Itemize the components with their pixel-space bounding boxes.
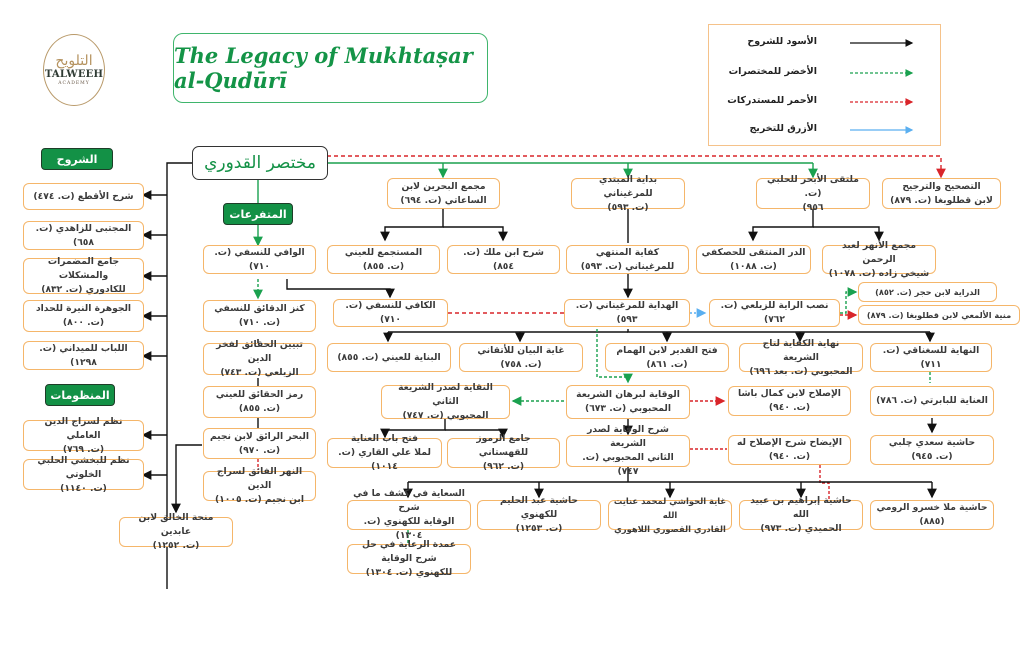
node-tabyin-haqaiq[interactable]	[203, 339, 316, 378]
node-bidayat-mubtadi[interactable]	[571, 173, 685, 213]
node-text: البحر الرائق لابن نجيم	[209, 430, 310, 442]
node-islah[interactable]	[728, 386, 851, 416]
node-text: حاشية سعدي چلبي	[888, 437, 976, 448]
node-kifayat-muntahi[interactable]	[566, 245, 689, 274]
node-nahr-faiq[interactable]	[203, 466, 316, 505]
node-text: نهاية الكفاية لتاج الشريعة	[762, 337, 840, 363]
node-text: (ت. ٨٥٥)	[238, 403, 281, 414]
node-majma-bahrayn[interactable]	[387, 178, 500, 209]
talweeh-logo	[43, 34, 105, 106]
node-text: تبيين الحقائق لفخر الدين	[216, 339, 303, 364]
node-hashiyat-humaydi[interactable]	[739, 495, 863, 534]
node-text: غاية الحواشي لمحمد عنايت الله	[613, 496, 727, 520]
node-text: ابن نجيم (ت. ١٠٠٥)	[214, 494, 305, 505]
node-text: المستجمع للعيني	[344, 246, 423, 258]
node-hashiyat-abd-halim[interactable]	[477, 495, 601, 534]
node-text: المجتبى للزاهدي (ت. ٦٥٨)	[35, 222, 132, 248]
node-text: (ت. ٨٦١)	[646, 358, 688, 370]
node-umdat-riaya[interactable]	[347, 539, 471, 578]
node-jami-rumuz[interactable]	[447, 433, 560, 472]
node-text: البناية للعيني (ت. ٨٥٥)	[337, 351, 441, 363]
node-text: القادري القصوري اللاهوري	[614, 524, 726, 534]
node-text: (ت. ٧٦٩)	[62, 443, 105, 455]
node-text: المحبوبي (ت. ٧٤٧)	[402, 410, 489, 421]
node-text: ٩٥٦)	[802, 201, 824, 213]
node-text: عمدة الرعاية في حل شرح الوقاية	[362, 539, 456, 564]
node-text: جامع الرموز للقهستاني	[476, 433, 531, 458]
node-text: لملا علي القاري (ت. ١٠١٤)	[338, 447, 431, 472]
node-text: اللباب للميداني (ت. ١٢٩٨)	[39, 342, 128, 368]
node-text: الدراية لابن حجر (ت. ٨٥٢)	[875, 287, 980, 297]
node-text: العناية للبابرتي (ت. ٧٨٦)	[876, 395, 988, 406]
section-label-shuruh: الشروح	[41, 148, 113, 170]
node-text: (ت. ٩٤٠)	[768, 451, 811, 462]
node-nazm-bakhshi[interactable]	[23, 454, 144, 494]
node-text: (ت. ٩٤٥)	[911, 451, 953, 462]
node-text: (ت. ١٢٥٣)	[515, 523, 563, 534]
node-text: كفاية المنتهي	[595, 246, 660, 258]
node-kanz-daqaiq[interactable]	[203, 300, 316, 332]
node-text: شرح ابن ملك (ت. ٨٥٤)	[463, 246, 544, 272]
legend-green: الأخضر للمختصرات	[728, 66, 817, 77]
node-text: (ت. ٩٧٠)	[238, 444, 281, 456]
node-text: غاية البيان للأتقاني	[477, 344, 565, 356]
logo-arabic: التلويح	[55, 53, 93, 69]
node-text: الزيلعي (ت. ٧٤٣)	[220, 367, 299, 378]
node-multaqa-abhur[interactable]	[756, 173, 870, 213]
node-siaya[interactable]	[347, 488, 471, 541]
node-text: (ت. ٨٠٠)	[62, 317, 105, 328]
node-hidaya[interactable]	[564, 299, 690, 327]
node-ramz-haqaiq[interactable]	[203, 386, 316, 418]
node-text: فتح باب العناية	[351, 433, 418, 444]
node-text: (ت. ٩٤٠)	[768, 402, 811, 413]
node-text: (ت. ٨٥٥)	[362, 260, 405, 272]
node-text: المحبوبي (ت. بعد ٦٩٦)	[749, 365, 853, 377]
root-node-mukhtasar-quduri[interactable]: مختصر القدوري	[192, 146, 328, 180]
node-nihayat-kifaya[interactable]	[739, 337, 863, 377]
node-text: الحميدي (ت. ٩٧٣)	[760, 523, 842, 534]
node-text: للمرغيناني (ت. ٥٩٣)	[580, 260, 675, 272]
node-mujtaba[interactable]	[23, 221, 144, 250]
node-inaya[interactable]	[870, 386, 994, 416]
node-minhat-khaliq[interactable]	[119, 512, 233, 551]
legend-black: الأسود للشروح	[747, 36, 817, 47]
node-text: (ت. ١٠٨٨)	[730, 260, 777, 272]
node-text: (٨٨٥)	[919, 516, 945, 527]
logo-name: TALWEEH	[44, 69, 104, 80]
node-nuqaya[interactable]	[381, 382, 510, 421]
node-wiqaya[interactable]	[566, 385, 690, 419]
node-sharh-aqta[interactable]	[23, 183, 144, 210]
node-text: مجمع الأنهر لعبد الرحمن	[841, 239, 917, 265]
node-text: للكهنوي (ت. ١٣٠٤)	[365, 567, 453, 578]
node-text: الوقاية للكهنوي (ت. ١٣٠٤)	[363, 516, 455, 541]
node-wafi[interactable]	[203, 245, 316, 274]
node-text: مجمع البحرين لابن	[401, 180, 486, 192]
node-text: حاشية إبراهيم بن عبيد الله	[750, 495, 852, 520]
node-durr-muntaqa[interactable]	[696, 245, 811, 274]
node-text: منحة الخالق لابن عابدين	[138, 512, 214, 537]
node-text: (ت. ٥٩٣)	[607, 201, 649, 213]
node-jawhara-nayyira[interactable]	[23, 300, 144, 332]
node-text: شرح الأقطع (ت. ٤٧٤)	[33, 190, 134, 202]
node-text: جامع المضمرات والمشكلات	[47, 256, 120, 281]
node-nihaya-sighnaqi[interactable]	[870, 343, 992, 372]
node-fath-bab-inaya[interactable]	[327, 433, 442, 472]
node-hashiyat-saadi[interactable]	[870, 435, 994, 465]
node-text: الساعاتي (ت. ٦٩٤)	[400, 194, 487, 206]
node-text: بداية المبتدي للمرغيناني	[598, 173, 658, 199]
node-text: التصحيح والترجيح	[902, 180, 981, 192]
node-majma-anhur[interactable]	[822, 239, 936, 279]
legend-blue: الأزرق للتخريج	[749, 123, 817, 134]
node-text: شرح الوقاية لصدر الشريعة	[587, 424, 669, 449]
node-text: نظم لسراج الدين العاملي	[44, 415, 123, 441]
node-hashiyat-mulla-khusraw[interactable]	[870, 500, 994, 530]
node-text: الدر المنتقى للحصكفي	[701, 246, 806, 258]
node-text: الإيضاح شرح الإصلاح له	[736, 437, 843, 448]
node-text: الوقاية لبرهان الشريعة	[576, 389, 680, 400]
node-text: لابن قطلوبغا (ت. ٨٧٩)	[890, 194, 993, 206]
node-text: السعاية في كشف ما في شرح	[353, 488, 465, 513]
node-sharh-ibn-malak[interactable]	[447, 245, 560, 274]
section-label-manzumat: المنظومات	[45, 384, 115, 406]
node-text: الثاني المحبوبي (ت. ٧٤٧)	[582, 452, 674, 477]
node-text: الجوهرة النيرة للحداد	[35, 303, 132, 314]
node-ghayat-bayan[interactable]	[459, 343, 583, 372]
node-nasb-raya[interactable]	[709, 299, 840, 327]
node-text: للكادوري (ت. ٨٣٢)	[41, 284, 126, 295]
node-text: الإصلاح لابن كمال باشا	[738, 388, 841, 399]
legend	[708, 24, 941, 146]
page-title: The Legacy of Mukhtaṣar al-Qudūrī	[173, 33, 488, 103]
node-fath-qadir[interactable]	[605, 343, 729, 372]
node-text: نصب الراية للزيلعي (ت. ٧٦٢)	[720, 300, 829, 325]
node-munyat-alma[interactable]	[858, 305, 1020, 325]
node-text: الوافي للنسفي (ت. ٧١٠)	[214, 246, 305, 272]
node-text: النقاية لصدر الشريعة الثاني	[398, 382, 493, 407]
node-ghayat-hawashi[interactable]	[608, 496, 732, 534]
node-text: (ت. ٧٥٨)	[500, 358, 542, 370]
node-sharh-wiqaya[interactable]	[566, 424, 690, 477]
node-text: شيخي زاده (ت. ١٠٧٨)	[828, 267, 930, 279]
node-jami-mudmarat[interactable]	[23, 258, 144, 294]
node-tashih-tarjih[interactable]	[882, 178, 1001, 209]
node-text: النهر الفائق لسراج الدين	[216, 466, 303, 491]
node-idah[interactable]	[728, 435, 851, 465]
node-lubab[interactable]	[23, 341, 144, 370]
node-text: كنز الدقائق للنسفي	[214, 303, 305, 314]
node-text: فتح القدير لابن الهمام	[616, 344, 718, 356]
node-text: (ت. ٩٦٢)	[482, 461, 525, 472]
node-text: الهداية للمرغيناني (ت. ٥٩٣)	[575, 300, 679, 325]
node-text: الكافي للنسفي (ت. ٧١٠)	[345, 300, 436, 325]
node-text: رمز الحقائق للعيني	[215, 389, 304, 400]
section-label-mutafarriat: المتفرعات	[223, 203, 293, 225]
node-bahr-raiq[interactable]	[203, 428, 316, 459]
node-text: النهاية للسغناقي (ت. ٧١١)	[882, 344, 980, 370]
node-kafi-nasafi[interactable]	[333, 299, 448, 327]
node-mustajma[interactable]	[327, 245, 440, 274]
node-text: (ت. ١٢٥٢)	[152, 540, 200, 551]
logo-subtitle: ACADEMY	[58, 81, 90, 86]
node-diraya[interactable]	[858, 282, 997, 302]
node-text: ملتقى الأبحر للحلبي (ت.	[767, 173, 859, 199]
node-text: نظم للبخشي الحلبي الخلوتي	[37, 454, 130, 480]
node-text: (ت. ١١٤٠)	[60, 482, 107, 494]
legend-red: الأحمر للمستدركات	[727, 95, 817, 106]
node-text: حاشية عبد الحليم للكهنوي	[499, 495, 579, 520]
node-nazm-amili[interactable]	[23, 415, 144, 455]
node-text: حاشية ملا خسرو الرومي	[876, 502, 988, 513]
node-binaya[interactable]	[327, 343, 451, 372]
node-text: منية الألمعي لابن قطلوبغا (ت. ٨٧٩)	[866, 310, 1012, 320]
node-text: المحبوبي (ت. ٦٧٣)	[585, 403, 671, 414]
node-text: (ت. ٧١٠)	[238, 317, 281, 328]
